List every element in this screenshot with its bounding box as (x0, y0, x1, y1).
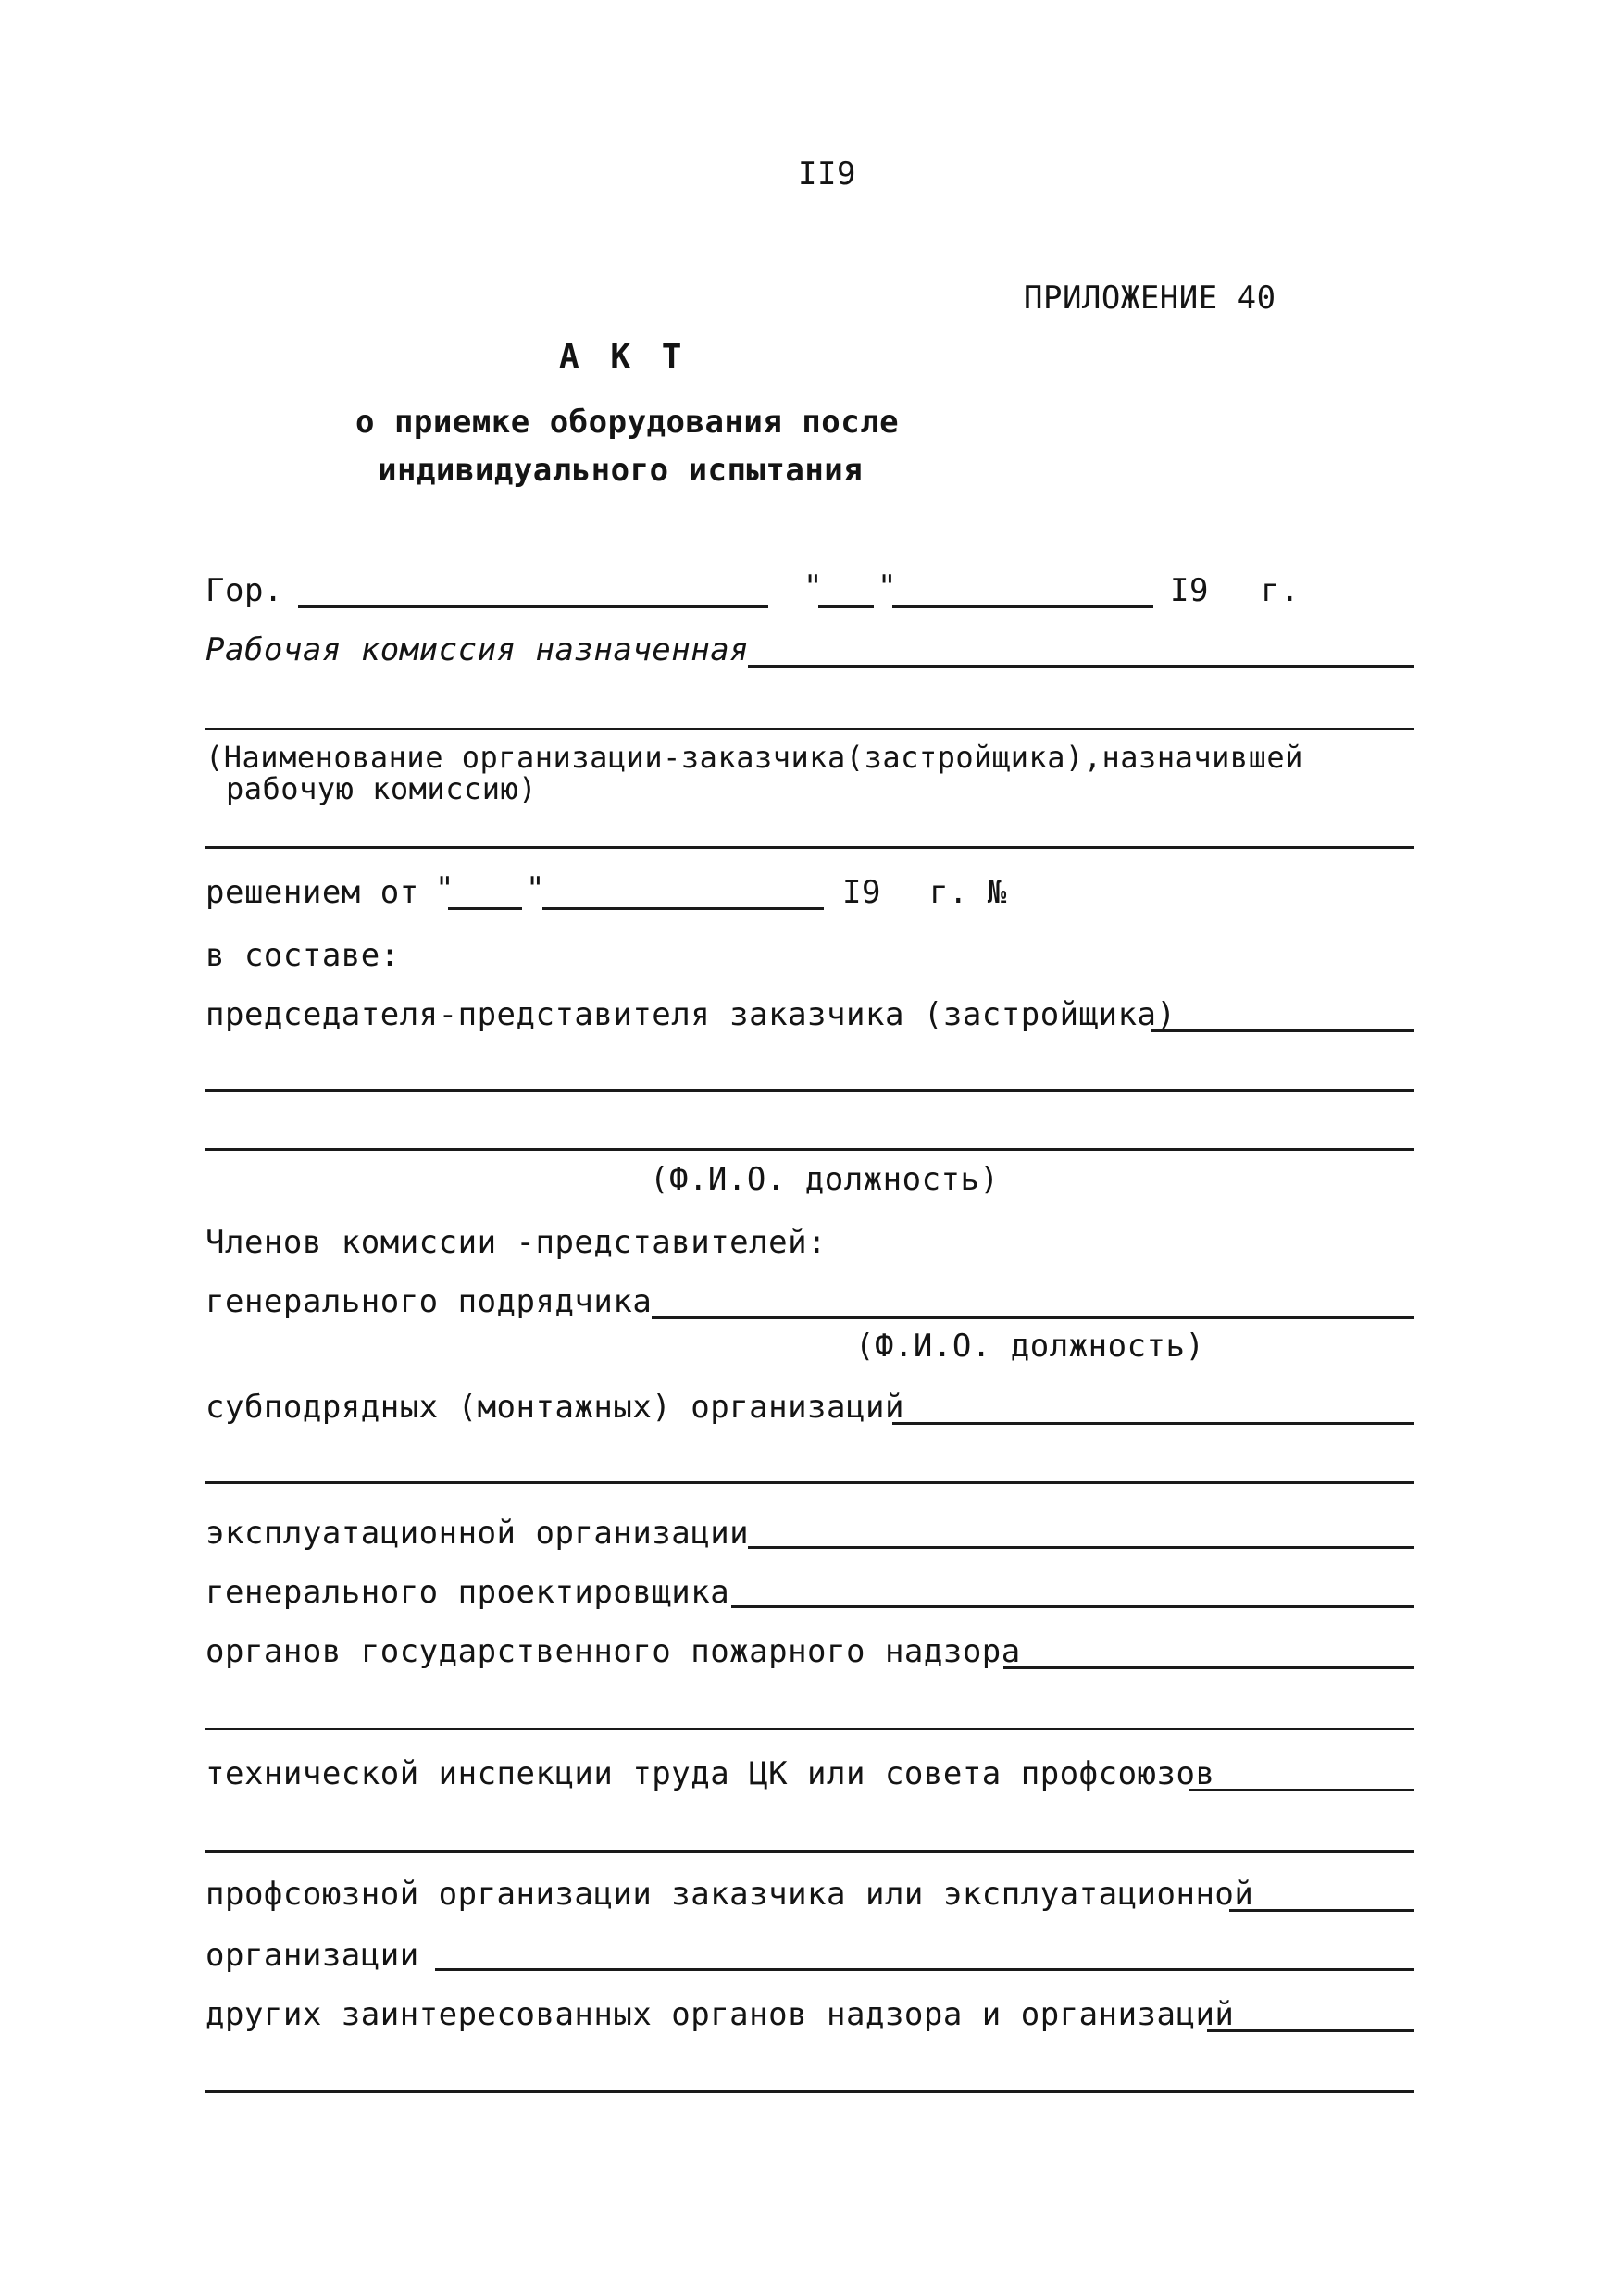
org-field-line[interactable] (205, 846, 1414, 849)
date-quote-close: " (877, 568, 897, 605)
labor-inspection-field[interactable] (1189, 1789, 1414, 1791)
decision-number-label: г. № (929, 874, 1007, 911)
decision-day-field[interactable] (448, 907, 522, 910)
labor-inspection-field-line-2[interactable] (205, 1850, 1414, 1853)
decision-label: решением от (205, 874, 419, 911)
chairman-field-line-3[interactable] (205, 1148, 1414, 1151)
city-label: Гор. (205, 572, 283, 609)
fire-supervision-field[interactable] (1003, 1666, 1414, 1669)
general-contractor-field[interactable] (652, 1316, 1414, 1319)
subcontractors-label: субподрядных (монтажных) организаций (205, 1389, 904, 1426)
other-orgs-field-line-2[interactable] (205, 2090, 1414, 2093)
members-label: Членов комиссии -представителей: (205, 1224, 828, 1261)
org-note-line-2: рабочую комиссию) (226, 771, 538, 806)
decision-month-field[interactable] (542, 907, 824, 910)
page-number: II9 (798, 156, 856, 193)
city-field[interactable] (298, 605, 768, 608)
fire-supervision-field-line-2[interactable] (205, 1728, 1414, 1730)
general-designer-label: генерального проектировщика (205, 1574, 730, 1611)
decision-year: I9 (842, 874, 881, 911)
subtitle-line-2: индивидуального испытания (378, 452, 864, 489)
operating-org-label: эксплуатационной организации (205, 1515, 750, 1552)
other-orgs-label: других заинтересованных органов надзора и организаций (205, 1996, 1235, 2033)
date-month-field[interactable] (892, 605, 1153, 608)
organization-field[interactable] (435, 1968, 1414, 1971)
other-orgs-field[interactable] (1207, 2029, 1414, 2032)
document-title: А К Т (559, 338, 688, 376)
date-day-field[interactable] (818, 605, 874, 608)
fire-supervision-label: органов государственного пожарного надзора (205, 1633, 1021, 1670)
chairman-label: председателя-представителя заказчика (застройщика) (205, 996, 1176, 1033)
chairman-field[interactable] (1151, 1029, 1414, 1032)
operating-org-field[interactable] (748, 1546, 1414, 1549)
subtitle-line-1: о приемке оборудования после (355, 404, 900, 441)
date-quote-open: " (803, 568, 823, 605)
year-prefix: I9 (1170, 572, 1209, 609)
fio-note-2: (Ф.И.О. должность) (855, 1328, 1205, 1365)
trade-union-label: профсоюзной организации заказчика или эксплуатационной (205, 1876, 1254, 1913)
commission-field-line-2[interactable] (205, 728, 1414, 730)
organization-label: организации (205, 1937, 419, 1974)
appendix-label: ПРИЛОЖЕНИЕ 40 (1024, 280, 1276, 317)
org-note-line-1: (Наименование организации-заказчика(застройщика),назначившей (205, 740, 1303, 775)
trade-union-field[interactable] (1229, 1909, 1414, 1912)
general-contractor-label: генерального подрядчика (205, 1283, 653, 1320)
chairman-field-line-2[interactable] (205, 1089, 1414, 1092)
composition-label: в составе: (205, 937, 400, 974)
year-suffix: г. (1261, 572, 1300, 609)
commission-label: Рабочая комиссия назначенная (205, 631, 750, 668)
decision-quote-open: " (435, 870, 454, 907)
commission-field[interactable] (748, 665, 1414, 668)
decision-quote-close: " (526, 870, 545, 907)
subcontractors-field[interactable] (892, 1422, 1414, 1425)
labor-inspection-label: технической инспекции труда ЦК или совета профсоюзов (205, 1755, 1215, 1792)
subcontractors-field-line-2[interactable] (205, 1481, 1414, 1484)
fio-note-1: (Ф.И.О. должность) (650, 1161, 1000, 1198)
general-designer-field[interactable] (731, 1605, 1414, 1608)
